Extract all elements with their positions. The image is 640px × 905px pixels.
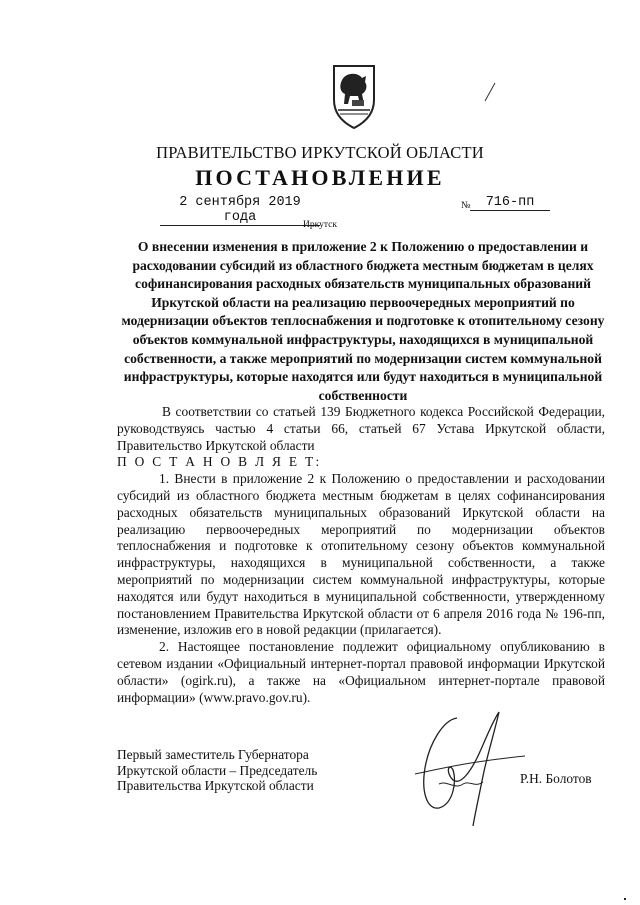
signatory-name: Р.Н. Болотов (520, 771, 592, 786)
pen-mark (483, 82, 497, 102)
signatory-position (117, 747, 317, 794)
document-subject: О внесении изменения в приложение 2 к Положению о предоставлении и расходовании субсидий из областного бюджета местным бюджетам в целях софинансирования расходных обязательств муниципальных образований Иркутской области на реализацию первоочередных мероприятий по модернизации объектов теплоснабжения и подготовке к отопительному сезону объектов коммунальной инфраструктуры, находящихся в муниципальной собственности, а также мероприятий по модернизации систем коммунальной инфраструктуры, которые находятся или будут находиться в муниципальной собственности (121, 239, 605, 403)
scan-speck (624, 898, 626, 900)
preamble-paragraph: В соответствии со статьей 139 Бюджетного кодекса Российской Федерации, руководствуясь частью 4 статьи 66, статьей 67 Устава Иркутской области, Правительство Иркутской области (117, 404, 605, 453)
document-date: 2 сентября 2019 года (160, 195, 320, 226)
document-body (117, 404, 605, 706)
decree-word: П О С Т А Н О В Л Я Е Т: (117, 454, 322, 470)
document-title: ПОСТАНОВЛЕНИЕ (195, 165, 445, 190)
position-line: Иркутской области – Председатель (117, 762, 318, 778)
decree-item-1: 1. Внести в приложение 2 к Положению о предоставлении и расходовании субсидий из областного бюджета местным бюджетам в целях софинансирования расходных обязательств муниципальных образований Иркутской области на реализацию первоочередных мероприятий по модернизации объектов теплоснабжения и подготовке к отопительному сезону объектов коммунальной инфраструктуры, находящихся в муниципальной собственности, а также мероприятий по модернизации систем коммунальной инфраструктуры, которые находятся или будут находиться в муниципальной собственности, утвержденному постановлением Правительства Иркутской области от 6 апреля 2016 года № 196-пп, изменение, изложив его в новой редакции (прилагается). (117, 471, 605, 638)
document-city: Иркутск (303, 220, 337, 230)
decree-item-2: 2. Настоящее постановление подлежит официальному опубликованию в сетевом издании «Официальный интернет-портал правовой информации Иркутской области» (ogirk.ru), а также на «Официальном интернет-портале правовой информации» (www.pravo.gov.ru). (117, 639, 605, 705)
government-name: ПРАВИТЕЛЬСТВО ИРКУТСКОЙ ОБЛАСТИ (156, 143, 484, 162)
number-label: № (461, 200, 471, 211)
handwritten-signature (395, 700, 535, 830)
document-number: 716-пп (470, 195, 550, 211)
position-line: Первый заместитель Губернатора (117, 747, 309, 762)
position-line: Правительства Иркутской области (117, 778, 314, 794)
irkutsk-coat-of-arms-icon (328, 60, 380, 130)
